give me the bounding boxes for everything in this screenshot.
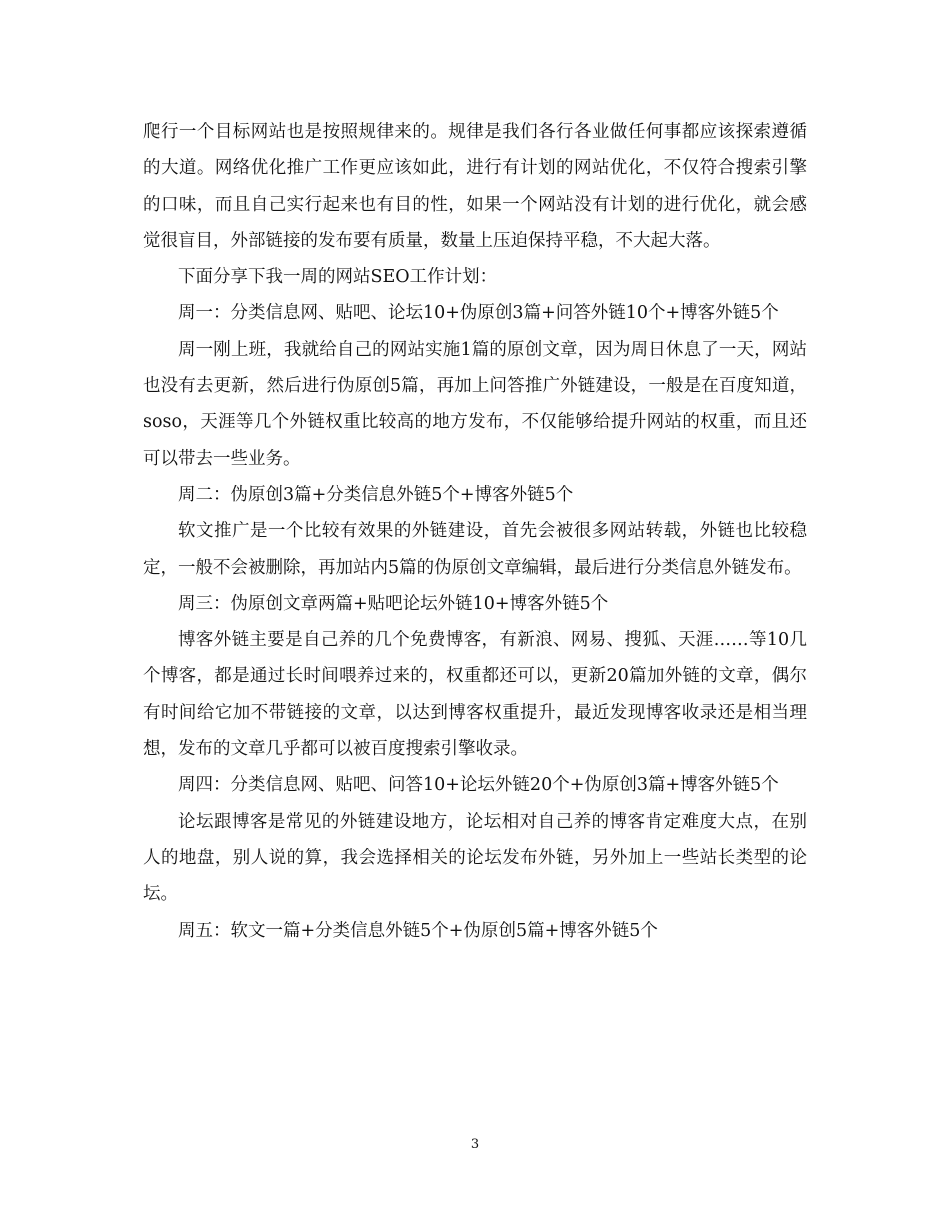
paragraph: 周二：伪原创3篇+分类信息外链5个+博客外链5个: [178, 484, 574, 505]
paragraph: 周三：伪原创文章两篇+贴吧论坛外链10+博客外链5个: [178, 593, 609, 614]
paragraph: 周一刚上班，我就给自己的网站实施1篇的原创文章，因为周日休息了一天，网站也没有去更新，然后进行伪原创5篇，再加上问答推广外链建设，一般是在百度知道，soso，天涯等几个外链权重比较高的地方发布，不仅能够给提升网站的权重，而且还可以带去一些业务。: [143, 339, 807, 469]
paragraph: 软文推广是一个比较有效果的外链建设，首先会被很多网站转载，外链也比较稳定，一般不会被删除，再加站内5篇的伪原创文章编辑，最后进行分类信息外链发布。: [143, 521, 807, 578]
paragraph: 论坛跟博客是常见的外链建设地方，论坛相对自己养的博客肯定难度大点，在别人的地盘，别人说的算，我会选择相关的论坛发布外链，另外加上一些站长类型的论坛。: [143, 811, 807, 905]
paragraph: 博客外链主要是自己养的几个免费博客，有新浪、网易、搜狐、天涯……等10几个博客，都是通过长时间喂养过来的，权重都还可以，更新20篇加外链的文章，偶尔有时间给它加不带链接的文章，以达到博客权重提升，最近发现博客收录还是相当理想，发布的文章几乎都可以被百度搜索引擎收录。: [143, 630, 807, 760]
paragraph: 周四：分类信息网、贴吧、问答10+论坛外链20个+伪原创3篇+博客外链5个: [178, 775, 779, 796]
paragraph: 周五：软文一篇+分类信息外链5个+伪原创5篇+博客外链5个: [178, 920, 658, 941]
page-number: 3: [470, 1137, 480, 1152]
paragraph: 下面分享下我一周的网站SEO工作计划：: [178, 267, 498, 288]
document-body: [143, 114, 807, 949]
paragraph: 爬行一个目标网站也是按照规律来的。规律是我们各行各业做任何事都应该探索遵循的大道。网络优化推广工作更应该如此，进行有计划的网站优化，不仅符合搜索引擎的口味，而且自己实行起来也有目的性，如果一个网站没有计划的进行优化，就会感觉很盲目，外部链接的发布要有质量，数量上压迫保持平稳，不大起大落。: [143, 122, 807, 251]
paragraph: 周一：分类信息网、贴吧、论坛10+伪原创3篇+问答外链10个+博客外链5个: [178, 303, 779, 324]
